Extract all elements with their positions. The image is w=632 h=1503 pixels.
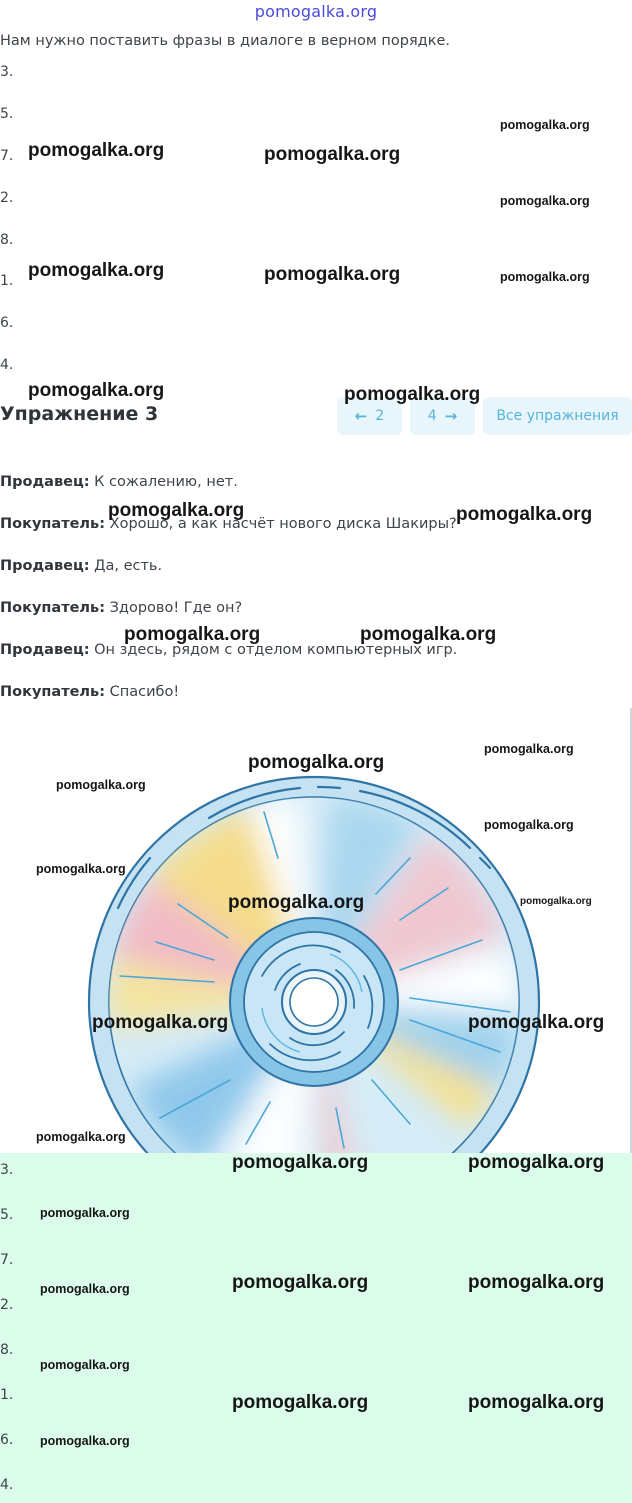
- watermark: pomogalka.org: [468, 1392, 605, 1413]
- watermark: pomogalka.org: [40, 1282, 130, 1296]
- answer-item: 1.: [0, 1387, 14, 1403]
- arrow-left-icon: ←: [354, 407, 368, 425]
- watermark: pomogalka.org: [344, 384, 481, 405]
- site-logo[interactable]: pomogalka.org: [254, 2, 378, 21]
- dialog-speaker: Продавец:: [0, 474, 90, 490]
- watermark: pomogalka.org: [484, 742, 574, 756]
- order-item: 2.: [0, 190, 14, 206]
- watermark: pomogalka.org: [232, 1392, 369, 1413]
- dialog-text: Спасибо!: [105, 684, 180, 700]
- watermark: pomogalka.org: [40, 1206, 130, 1220]
- compact-disc-illustration: [0, 708, 632, 1153]
- watermark: pomogalka.org: [28, 380, 165, 401]
- next-exercise-label: 4: [427, 408, 437, 424]
- dialog-text: Да, есть.: [89, 558, 163, 574]
- order-item: 6.: [0, 315, 14, 331]
- order-item: 5.: [0, 106, 14, 122]
- watermark: pomogalka.org: [232, 1272, 369, 1293]
- all-exercises-button[interactable]: [483, 397, 632, 435]
- watermark: pomogalka.org: [484, 818, 574, 832]
- watermark: pomogalka.org: [36, 862, 126, 876]
- answer-item: 7.: [0, 1252, 14, 1268]
- watermark: pomogalka.org: [500, 270, 590, 284]
- watermark: pomogalka.org: [228, 892, 365, 913]
- watermark: pomogalka.org: [124, 624, 261, 645]
- order-item: 4.: [0, 357, 14, 373]
- order-item: 1.: [0, 273, 14, 289]
- watermark: pomogalka.org: [40, 1358, 130, 1372]
- watermark: pomogalka.org: [500, 118, 590, 132]
- order-item: 3.: [0, 64, 14, 80]
- dialog-text: Здорово! Где он?: [105, 600, 243, 616]
- dialog-line: [0, 600, 242, 616]
- watermark: pomogalka.org: [264, 264, 401, 285]
- watermark: pomogalka.org: [360, 624, 497, 645]
- watermark: pomogalka.org: [108, 500, 245, 521]
- answer-item: 2.: [0, 1297, 14, 1313]
- dialog-line: [0, 558, 162, 574]
- exercise-title: Упражнение 3: [0, 403, 159, 425]
- order-item: 8.: [0, 232, 14, 248]
- dialog-speaker: Продавец:: [0, 558, 90, 574]
- dialog-text: Он здесь, рядом с отделом компьютерных игр.: [89, 642, 458, 658]
- instruction-text: Нам нужно поставить фразы в диалоге в верном порядке.: [0, 33, 450, 49]
- dialog-speaker: Продавец:: [0, 642, 90, 658]
- watermark: pomogalka.org: [28, 260, 165, 281]
- watermark: pomogalka.org: [500, 194, 590, 208]
- watermark: pomogalka.org: [468, 1272, 605, 1293]
- answer-item: 4.: [0, 1477, 14, 1493]
- watermark: pomogalka.org: [40, 1434, 130, 1448]
- dialog-speaker: Покупатель:: [0, 684, 106, 700]
- answer-item: 3.: [0, 1162, 14, 1178]
- arrow-right-icon: →: [444, 407, 458, 425]
- dialog-text: Хорошо, а как насчёт нового диска Шакиры?: [105, 516, 457, 532]
- answer-item: 6.: [0, 1432, 14, 1448]
- dialog-speaker: Покупатель:: [0, 600, 106, 616]
- watermark: pomogalka.org: [264, 144, 401, 165]
- watermark: pomogalka.org: [468, 1152, 605, 1173]
- watermark: pomogalka.org: [456, 504, 593, 525]
- watermark: pomogalka.org: [468, 1012, 605, 1033]
- watermark: pomogalka.org: [248, 752, 385, 773]
- dialog-speaker: Покупатель:: [0, 516, 106, 532]
- watermark: pomogalka.org: [36, 1130, 126, 1144]
- watermark: pomogalka.org: [28, 140, 165, 161]
- dialog-line: [0, 474, 238, 490]
- order-item: 7.: [0, 148, 14, 164]
- watermark: pomogalka.org: [56, 778, 146, 792]
- compact-disc-svg: [0, 708, 632, 1153]
- dialog-text: К сожалению, нет.: [89, 474, 238, 490]
- watermark: pomogalka.org: [92, 1012, 229, 1033]
- all-exercises-label: Все упражнения: [496, 408, 619, 424]
- answer-item: 5.: [0, 1207, 14, 1223]
- dialog-line: [0, 684, 179, 700]
- watermark: pomogalka.org: [520, 896, 592, 907]
- watermark: pomogalka.org: [232, 1152, 369, 1173]
- prev-exercise-label: 2: [375, 408, 385, 424]
- answer-item: 8.: [0, 1342, 14, 1358]
